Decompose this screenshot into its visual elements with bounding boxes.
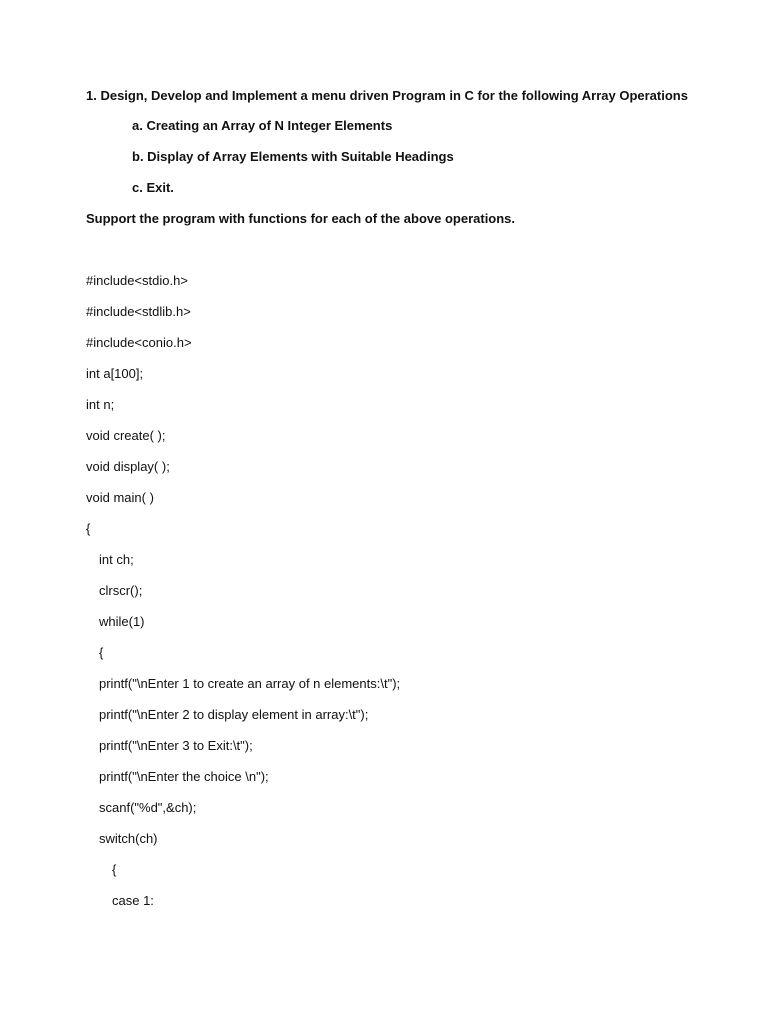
question-item-b: b. Display of Array Elements with Suitable Headings	[132, 149, 454, 164]
code-line: int n;	[86, 397, 115, 412]
code-line: int ch;	[99, 552, 134, 567]
code-line: printf("\nEnter 1 to create an array of n elements:\t");	[99, 676, 401, 691]
code-line: #include<stdlib.h>	[86, 304, 191, 319]
code-line: printf("\nEnter 2 to display element in array:\t");	[99, 707, 369, 722]
code-line: {	[99, 645, 104, 660]
code-line: printf("\nEnter the choice \n");	[99, 769, 269, 784]
code-line: {	[112, 862, 117, 877]
code-line: printf("\nEnter 3 to Exit:\t");	[99, 738, 253, 753]
question-title: 1. Design, Develop and Implement a menu driven Program in C for the following Array Operations	[86, 88, 688, 103]
support-text: Support the program with functions for each of the above operations.	[86, 211, 516, 226]
code-line: clrscr();	[99, 583, 143, 598]
code-line: scanf("%d",&ch);	[99, 800, 197, 815]
code-line: switch(ch)	[99, 831, 158, 846]
question-item-c: c. Exit.	[132, 180, 174, 195]
code-line: case 1:	[112, 893, 154, 908]
code-line: {	[86, 521, 91, 536]
code-line: int a[100];	[86, 366, 144, 381]
question-item-a: a. Creating an Array of N Integer Elements	[132, 118, 393, 133]
code-line: void display( );	[86, 459, 170, 474]
code-line: #include<stdio.h>	[86, 273, 188, 288]
code-line: void main( )	[86, 490, 154, 505]
code-line: void create( );	[86, 428, 166, 443]
code-line: #include<conio.h>	[86, 335, 192, 350]
code-line: while(1)	[99, 614, 145, 629]
